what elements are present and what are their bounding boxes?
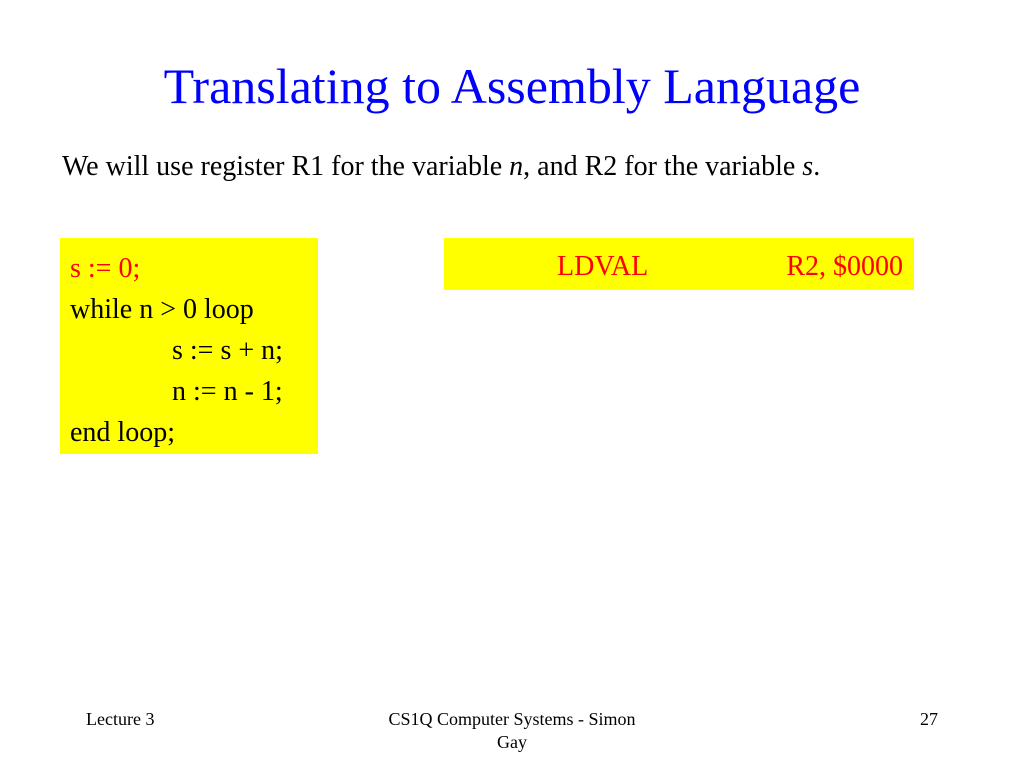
- intro-text: [62, 150, 820, 184]
- footer-lecture-label: Lecture 3: [86, 709, 155, 729]
- footer-course-title-line-1: CS1Q Computer Systems - Simon: [388, 709, 636, 729]
- intro-text-part1: We will use register R1 for the variable: [62, 151, 510, 182]
- source-code-box: [60, 238, 318, 454]
- page-number: 27: [920, 709, 938, 729]
- assembly-operands: R2, $0000: [786, 251, 903, 282]
- slide-title: Translating to Assembly Language: [163, 58, 861, 114]
- source-code-line-3: s := s + n;: [172, 335, 283, 366]
- assembly-opcode: LDVAL: [557, 251, 649, 282]
- intro-text-part3: .: [813, 151, 821, 182]
- source-code-line-2: while n > 0 loop: [70, 294, 254, 325]
- variable-s: s: [802, 151, 814, 182]
- intro-text-part2: , and R2 for the variable: [523, 151, 803, 182]
- source-code-line-5: end loop;: [70, 417, 175, 448]
- footer-course-title: [370, 708, 654, 753]
- assembly-code-box: [444, 238, 914, 290]
- footer-course-title-line-2: Gay: [497, 731, 527, 752]
- variable-n: n: [509, 151, 524, 182]
- source-code-line-1: s := 0;: [70, 253, 141, 284]
- source-code-line-4: n := n - 1;: [172, 376, 283, 407]
